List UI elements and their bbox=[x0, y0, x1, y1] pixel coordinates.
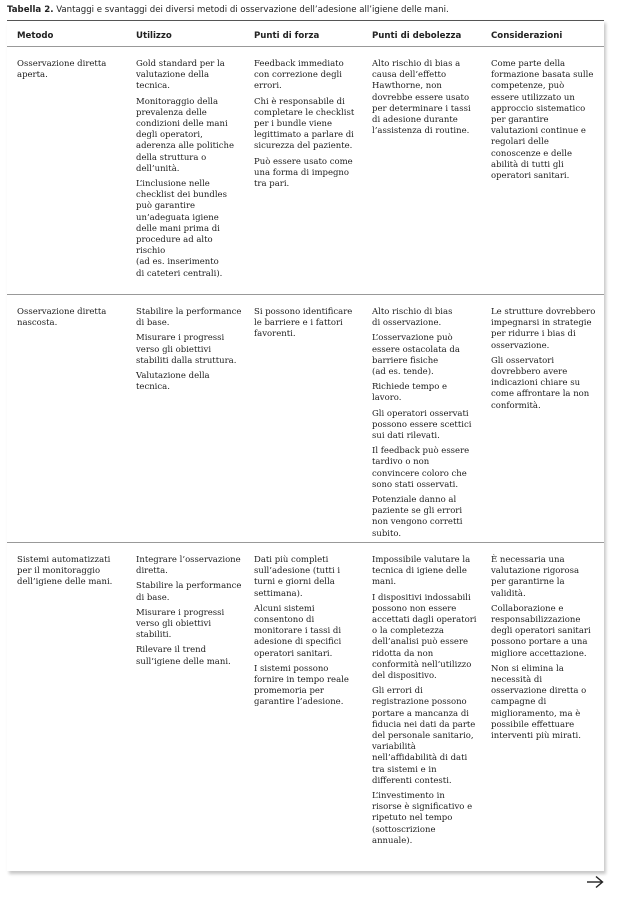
text-line: L’investimento in bbox=[372, 791, 445, 802]
text-line: Valutazione della bbox=[136, 371, 210, 382]
text-line: rischio bbox=[136, 246, 166, 257]
text-line: lavoro. bbox=[372, 393, 402, 404]
text-line: possono portare a una bbox=[491, 637, 588, 648]
text-line: registrazione possono bbox=[372, 697, 467, 708]
text-line: barriere fisiche bbox=[372, 355, 439, 366]
text-line: subito. bbox=[372, 528, 402, 539]
text-line: stabiliti. bbox=[136, 630, 172, 641]
text-line: degli operatori sanitari bbox=[491, 626, 591, 637]
text-line: Osservazione diretta bbox=[17, 59, 107, 69]
table-row bbox=[7, 542, 604, 871]
cell-paragraph bbox=[372, 59, 471, 137]
text-line: o la completezza bbox=[372, 626, 444, 637]
text-line: dell’analisi può essere bbox=[372, 637, 469, 648]
text-line: Non si elimina la bbox=[491, 663, 564, 674]
cell-metodo bbox=[17, 307, 106, 333]
header-punti-di-debolezza: Punti di debolezza bbox=[372, 31, 462, 41]
text-line: stabiliti dalla struttura. bbox=[136, 355, 237, 366]
cell-paragraph bbox=[254, 604, 349, 660]
cell-paragraph bbox=[136, 179, 234, 280]
text-line: accettati dagli operatori bbox=[372, 615, 477, 626]
text-line: responsabilizzazione bbox=[491, 615, 581, 626]
text-line: come affrontare la non bbox=[491, 389, 590, 400]
text-line: nell’affidabilità di dati bbox=[372, 753, 468, 764]
text-line: (sottoscrizione bbox=[372, 824, 436, 835]
text-line: Potenziale danno al bbox=[372, 495, 457, 506]
text-line: osservazione diretta o bbox=[491, 686, 587, 697]
text-line: sull’adesione (tutti i bbox=[254, 566, 341, 577]
cell-paragraph bbox=[136, 333, 241, 367]
text-line: Richiede tempo e bbox=[372, 382, 448, 393]
text-line: Integrare l’osservazione bbox=[136, 555, 241, 565]
cell-utilizzo bbox=[136, 307, 241, 397]
text-line: conformità nell’utilizzo bbox=[372, 659, 472, 670]
next-page-arrow-icon[interactable] bbox=[585, 875, 605, 889]
text-line: Gold standard per la bbox=[136, 59, 225, 69]
cell-paragraph bbox=[254, 59, 354, 93]
text-line: un’adeguata igiene bbox=[136, 212, 219, 223]
header-utilizzo: Utilizzo bbox=[136, 31, 172, 41]
text-line: Gli osservatori bbox=[491, 355, 555, 366]
text-line: portare a mancanza di bbox=[372, 708, 469, 719]
cell-punti-di-debolezza bbox=[372, 59, 471, 141]
text-line: Gli operatori osservati bbox=[372, 408, 469, 419]
text-line: Alto rischio di bias a bbox=[372, 59, 461, 69]
text-line: tra pari. bbox=[254, 179, 290, 190]
text-line: regolari delle bbox=[491, 137, 549, 148]
text-line: consentono di bbox=[254, 615, 315, 626]
cell-paragraph bbox=[17, 307, 106, 329]
cell-paragraph bbox=[372, 409, 471, 443]
text-line: abilità di tutti gli bbox=[491, 159, 564, 170]
text-line: differenti contesti. bbox=[372, 775, 452, 786]
text-line: delle mani prima di bbox=[136, 223, 220, 234]
header-considerazioni: Considerazioni bbox=[491, 31, 563, 41]
table-row bbox=[7, 46, 604, 295]
text-line: valutazione rigorosa bbox=[491, 566, 580, 577]
text-line: competenze, può bbox=[491, 81, 565, 92]
text-line: Misurare i progressi bbox=[136, 607, 225, 618]
text-line: prevalenza delle bbox=[136, 107, 207, 118]
cell-paragraph bbox=[254, 664, 349, 709]
text-line: dell’unità. bbox=[136, 163, 180, 174]
text-line: risorse è significativo e bbox=[372, 802, 473, 813]
table-header-row bbox=[7, 21, 604, 47]
text-line: Dati più completi bbox=[254, 555, 329, 565]
text-line: Collaborazione e bbox=[491, 603, 564, 614]
cell-paragraph bbox=[136, 581, 241, 603]
text-line: mani. bbox=[372, 577, 397, 588]
cell-paragraph bbox=[491, 604, 591, 660]
text-line: impegnarsi in strategie bbox=[491, 318, 592, 329]
text-line: Sistemi automatizzati bbox=[17, 555, 111, 565]
cell-paragraph bbox=[372, 446, 471, 491]
text-line: Gli errori di bbox=[372, 686, 423, 697]
text-line: del dispositivo. bbox=[372, 671, 437, 682]
text-line: con correzione degli bbox=[254, 70, 342, 81]
text-line: condizioni delle mani bbox=[136, 119, 228, 130]
cell-paragraph bbox=[491, 356, 595, 412]
cell-paragraph bbox=[372, 791, 476, 847]
text-line: ridotta da non bbox=[372, 648, 434, 659]
text-line: paziente se gli errori bbox=[372, 506, 463, 517]
text-line: indicazioni chiare su bbox=[491, 378, 581, 389]
text-line: interventi più mirati. bbox=[491, 731, 581, 742]
cell-paragraph bbox=[254, 307, 352, 341]
text-line: aderenza alle politiche bbox=[136, 141, 234, 152]
text-line: necessità di bbox=[491, 675, 543, 686]
text-line: Le strutture dovrebbero bbox=[491, 307, 596, 317]
cell-paragraph bbox=[491, 59, 593, 182]
text-line: una forma di impegno bbox=[254, 167, 350, 178]
text-line: dovrebbe essere usato bbox=[372, 92, 470, 103]
text-line: sicurezza del paziente. bbox=[254, 141, 353, 152]
text-line: L’osservazione può bbox=[372, 333, 453, 344]
cell-punti-di-debolezza bbox=[372, 555, 476, 851]
cell-paragraph bbox=[372, 593, 476, 683]
text-line: causa dell’effetto bbox=[372, 70, 447, 81]
text-line: campagne di bbox=[491, 697, 547, 708]
text-line: per il monitoraggio bbox=[17, 566, 101, 577]
text-line: Impossibile valutare la bbox=[372, 555, 471, 565]
text-line: Può essere usato come bbox=[254, 156, 353, 167]
text-line: osservazione. bbox=[491, 340, 550, 351]
cell-paragraph bbox=[254, 97, 354, 153]
cell-paragraph bbox=[136, 608, 241, 642]
cell-paragraph bbox=[17, 59, 106, 81]
text-line: per i bundle viene bbox=[254, 119, 332, 130]
text-line: Feedback immediato bbox=[254, 59, 344, 69]
cell-paragraph bbox=[254, 555, 349, 600]
text-line: legittimato a parlare di bbox=[254, 130, 354, 141]
cell-punti-di-debolezza bbox=[372, 307, 471, 544]
cell-paragraph bbox=[491, 307, 595, 352]
header-metodo: Metodo bbox=[17, 31, 54, 41]
table-caption bbox=[7, 5, 617, 15]
cell-considerazioni bbox=[491, 555, 591, 746]
cell-paragraph bbox=[372, 495, 471, 540]
text-line: completare le checklist bbox=[254, 107, 355, 118]
text-line: checklist dei bundles bbox=[136, 190, 227, 201]
text-line: fiducia nei dati da parte bbox=[372, 719, 476, 730]
text-line: tecnica. bbox=[136, 81, 170, 92]
text-line: valutazioni continue e bbox=[491, 126, 586, 137]
cell-punti-di-forza bbox=[254, 555, 349, 713]
cell-paragraph bbox=[254, 157, 354, 191]
text-line: di osservazione. bbox=[372, 318, 442, 329]
text-line: essere utilizzato un bbox=[491, 92, 575, 103]
text-line: ripetuto nel tempo bbox=[372, 813, 453, 824]
text-line: diretta. bbox=[136, 566, 168, 577]
text-line: variabilità bbox=[372, 742, 416, 753]
text-line: Rilevare il trend bbox=[136, 645, 207, 656]
text-line: fornire in tempo reale bbox=[254, 675, 349, 686]
text-line: possono non essere bbox=[372, 603, 457, 614]
text-line: non vengono corretti bbox=[372, 517, 463, 528]
text-line: favorenti. bbox=[254, 329, 296, 340]
text-line: possibile effettuare bbox=[491, 719, 575, 730]
text-line: sull’igiene delle mani. bbox=[136, 656, 231, 667]
text-line: Misurare i progressi bbox=[136, 333, 225, 344]
text-line: tecnica. bbox=[136, 382, 170, 393]
text-line: conoscenze e delle bbox=[491, 148, 572, 159]
text-line: tra sistemi e in bbox=[372, 764, 437, 775]
text-line: I dispositivi indossabili bbox=[372, 592, 471, 603]
cell-metodo bbox=[17, 59, 106, 85]
text-line: Il feedback può essere bbox=[372, 446, 470, 457]
text-line: tecnica di igiene delle bbox=[372, 566, 467, 577]
text-line: Si possono identificare bbox=[254, 307, 353, 317]
text-line: valutazione della bbox=[136, 70, 210, 81]
cell-paragraph bbox=[491, 555, 591, 600]
text-line: I sistemi possono bbox=[254, 663, 329, 674]
text-line: L’inclusione nelle bbox=[136, 179, 210, 190]
cell-punti-di-forza bbox=[254, 307, 352, 345]
text-line: aperta. bbox=[17, 70, 48, 81]
text-line: convincere coloro che bbox=[372, 468, 467, 479]
text-line: Chi è responsabile di bbox=[254, 96, 345, 107]
text-line: di base. bbox=[136, 592, 170, 603]
text-line: migliore accettazione. bbox=[491, 648, 587, 659]
text-line: degli operatori, bbox=[136, 130, 203, 141]
text-line: dell’igiene delle mani. bbox=[17, 577, 113, 588]
text-line: l’assistenza di routine. bbox=[372, 126, 470, 137]
text-line: Stabilire la performance bbox=[136, 307, 242, 317]
text-line: procedure ad alto bbox=[136, 235, 213, 246]
cell-punti-di-forza bbox=[254, 59, 354, 194]
text-line: le barriere e i fattori bbox=[254, 318, 343, 329]
cell-paragraph bbox=[136, 555, 241, 577]
text-line: Hawthorne, non bbox=[372, 81, 442, 92]
text-line: monitorare i tassi di bbox=[254, 626, 342, 637]
text-line: (ad es. inserimento bbox=[136, 257, 219, 268]
text-line: approccio sistematico bbox=[491, 103, 586, 114]
comparison-table bbox=[7, 20, 604, 871]
table-caption-text: Vantaggi e svantaggi dei diversi metodi di osservazione dell’adesione all’igiene delle mani. bbox=[53, 5, 449, 15]
cell-metodo bbox=[17, 555, 112, 593]
text-line: di base. bbox=[136, 318, 170, 329]
text-line: sono stati osservati. bbox=[372, 479, 459, 490]
text-line: miglioramento, ma è bbox=[491, 708, 581, 719]
cell-considerazioni bbox=[491, 59, 593, 186]
text-line: operatori sanitari. bbox=[491, 171, 570, 182]
text-line: annuale). bbox=[372, 835, 413, 846]
text-line: Alcuni sistemi bbox=[254, 603, 315, 614]
text-line: errori. bbox=[254, 81, 282, 92]
text-line: sui dati rilevati. bbox=[372, 431, 440, 442]
text-line: Stabilire la performance bbox=[136, 581, 242, 592]
text-line: validità. bbox=[491, 588, 526, 599]
text-line: (ad es. tende). bbox=[372, 367, 434, 378]
text-line: conformità. bbox=[491, 400, 541, 411]
text-line: per garantire bbox=[491, 115, 549, 126]
cell-utilizzo bbox=[136, 59, 234, 284]
text-line: garantire l’adesione. bbox=[254, 697, 344, 708]
text-line: adesione di specifici bbox=[254, 637, 342, 648]
text-line: di cateteri centrali). bbox=[136, 268, 223, 279]
text-line: Come parte della bbox=[491, 59, 566, 69]
cell-paragraph bbox=[136, 97, 234, 175]
cell-paragraph bbox=[491, 664, 591, 742]
table-caption-label: Tabella 2. bbox=[7, 5, 54, 15]
text-line: di adesione durante bbox=[372, 115, 458, 126]
text-line: turni e giorni della bbox=[254, 577, 335, 588]
cell-paragraph bbox=[372, 686, 476, 787]
text-line: Monitoraggio della bbox=[136, 96, 219, 107]
cell-paragraph bbox=[17, 555, 112, 589]
cell-paragraph bbox=[372, 333, 471, 378]
cell-paragraph bbox=[136, 645, 241, 667]
text-line: Osservazione diretta bbox=[17, 307, 107, 317]
cell-paragraph bbox=[372, 382, 471, 404]
text-line: operatori sanitari. bbox=[254, 648, 333, 659]
text-line: nascosta. bbox=[17, 318, 58, 329]
text-line: per ridurre i bias di bbox=[491, 329, 576, 340]
cell-utilizzo bbox=[136, 555, 241, 672]
text-line: dovrebbero avere bbox=[491, 367, 568, 378]
text-line: Alto rischio di bias bbox=[372, 307, 453, 317]
text-line: essere ostacolata da bbox=[372, 344, 460, 355]
cell-paragraph bbox=[136, 307, 241, 329]
text-line: del personale sanitario, bbox=[372, 731, 474, 742]
cell-paragraph bbox=[136, 59, 234, 93]
text-line: della struttura o bbox=[136, 152, 207, 163]
cell-paragraph bbox=[372, 307, 471, 329]
text-line: può garantire bbox=[136, 201, 196, 212]
text-line: verso gli obiettivi bbox=[136, 619, 212, 630]
text-line: possono essere scettici bbox=[372, 419, 472, 430]
text-line: promemoria per bbox=[254, 686, 324, 697]
text-line: verso gli obiettivi bbox=[136, 344, 212, 355]
cell-considerazioni bbox=[491, 307, 595, 416]
cell-paragraph bbox=[136, 371, 241, 393]
text-line: formazione basata sulle bbox=[491, 70, 594, 81]
cell-paragraph bbox=[372, 555, 476, 589]
text-line: tardivo o non bbox=[372, 457, 430, 468]
text-line: È necessaria una bbox=[491, 555, 565, 565]
text-line: per determinare i tassi bbox=[372, 103, 471, 114]
table-row bbox=[7, 294, 604, 543]
text-line: per garantirne la bbox=[491, 577, 565, 588]
header-punti-di-forza: Punti di forza bbox=[254, 31, 320, 41]
text-line: settimana). bbox=[254, 588, 303, 599]
